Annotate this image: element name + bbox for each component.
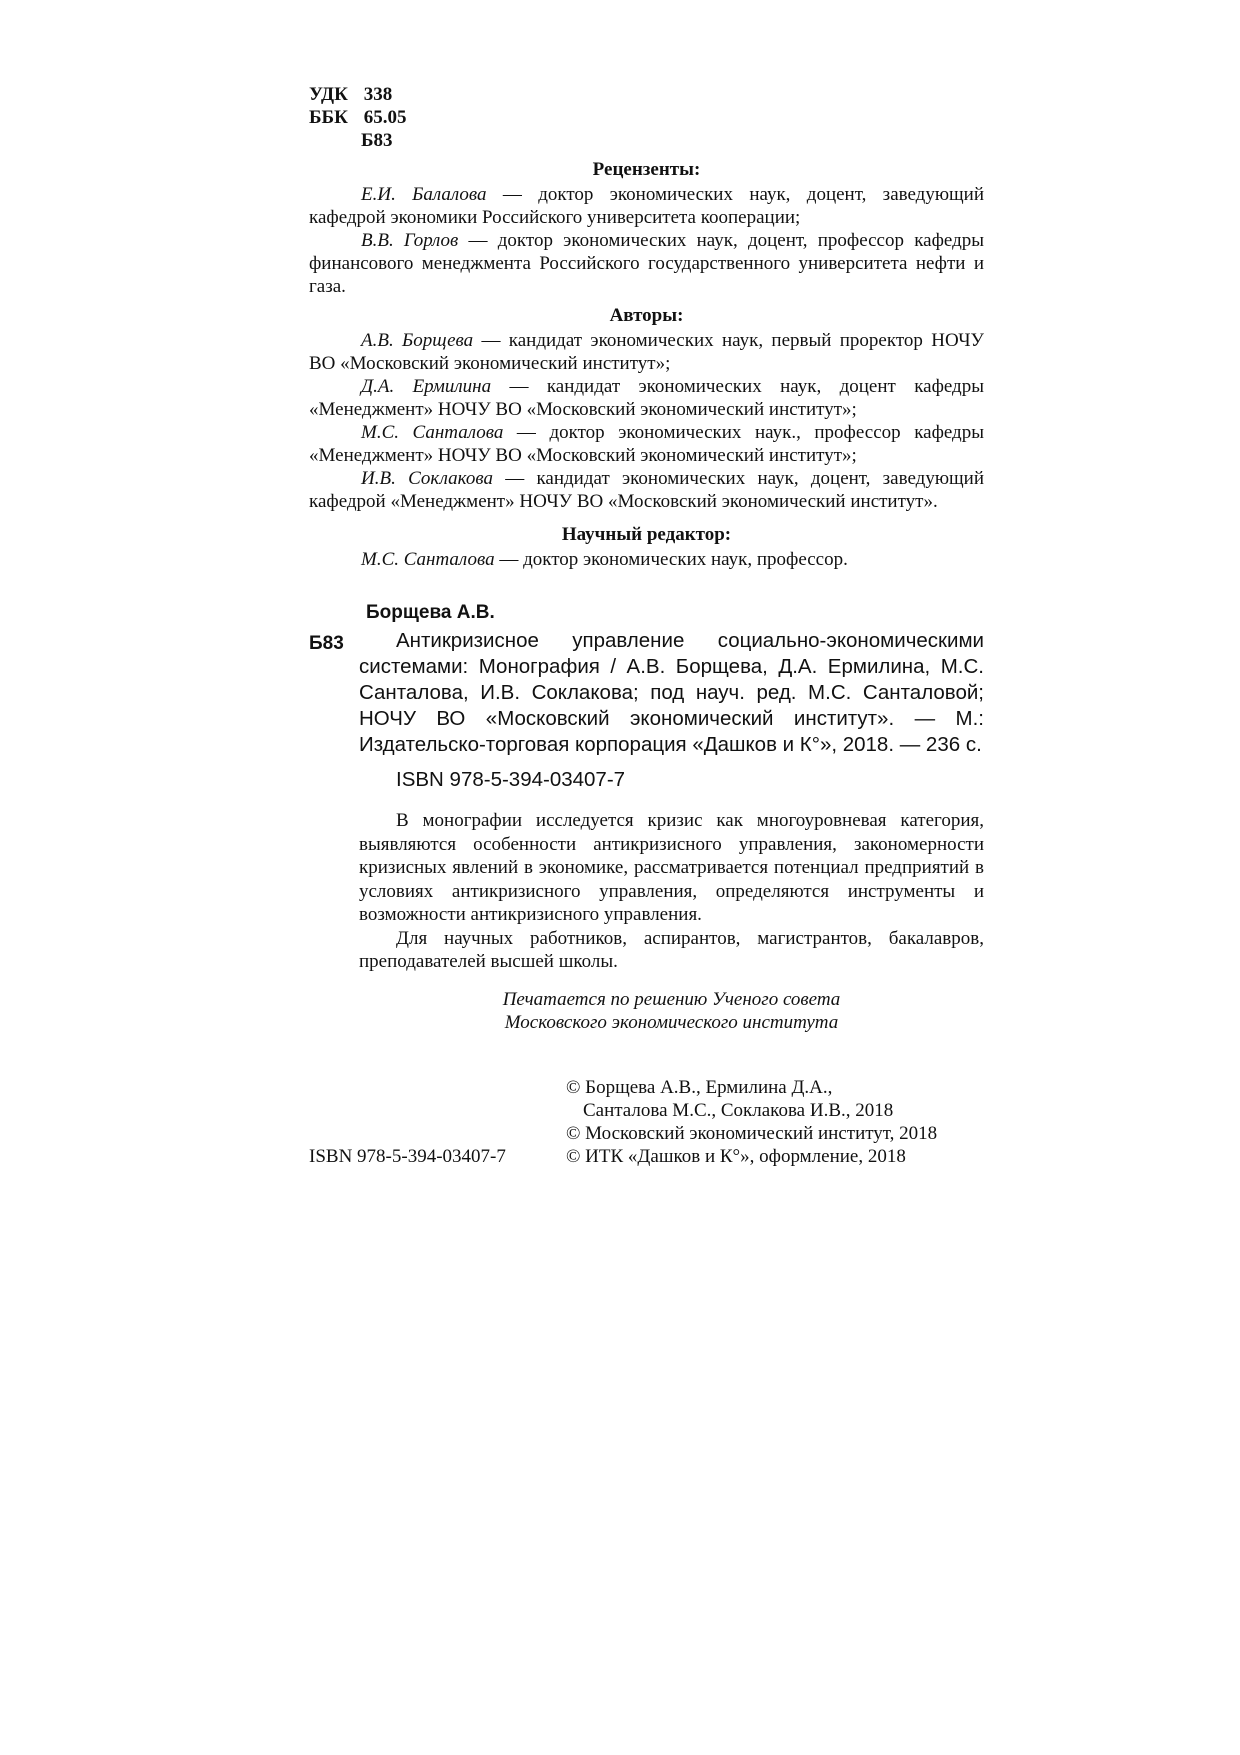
editor-name: М.С. Санталова <box>361 549 495 570</box>
card-description-text: Антикризисное управление социально-экономическими системами: Монография / А.В. Борщева, Д.А. Ермилина, М.С. Санталова, И.В. Соклакова; под науч. ред. М.С. Санталовой; НОЧУ ВО «Московский экономический институт». — М.: Издательско-торговая корпорация «Дашков и К°», 2018. — 236 с. <box>359 629 984 756</box>
author-name: И.В. Соклакова <box>361 468 493 489</box>
card-isbn: ISBN 978-5-394-03407-7 <box>396 768 626 791</box>
reviewer-text: — доктор экономических наук, доцент, заведующий кафедрой экономики Российского университета кооперации; <box>309 184 984 228</box>
copyright-lines <box>566 1076 937 1168</box>
card-description <box>309 628 984 758</box>
udk-value: 338 <box>363 84 393 105</box>
author-entry <box>309 375 984 421</box>
author-entry <box>309 329 984 375</box>
copyright-line: © Московский экономический институт, 2018 <box>566 1122 938 1144</box>
copyright-line: © Борщева А.В., Ермилина Д.А., <box>566 1076 833 1098</box>
author-text: — кандидат экономических наук, доцент кафедры «Менеджмент» НОЧУ ВО «Московский экономический институт»; <box>309 376 984 420</box>
reviewers-heading: Рецензенты: <box>592 159 701 180</box>
catalog-card <box>309 601 984 791</box>
author-text: — кандидат экономических наук, доцент, заведующий кафедрой «Менеджмент» НОЧУ ВО «Московский экономический институт». <box>309 468 984 512</box>
reviewer-name: В.В. Горлов <box>361 230 459 251</box>
editor-entry <box>309 548 984 571</box>
bbk-label: ББК <box>309 107 348 128</box>
author-entry <box>309 467 984 513</box>
copyright-line: Санталова М.С., Соклакова И.В., 2018 <box>583 1099 894 1121</box>
title-verso-page <box>309 83 984 1176</box>
author-name: М.С. Санталова <box>361 422 504 443</box>
author-name: А.В. Борщева <box>361 330 474 351</box>
decision-line: Печатается по решению Ученого совета <box>502 988 841 1010</box>
udk-label: УДК <box>309 84 348 105</box>
publication-decision <box>309 988 984 1034</box>
decision-line: Московского экономического института <box>504 1011 839 1033</box>
annotation-paragraph: В монографии исследуется кризис как многоуровневая категория, выявляются особенности антикризисного управления, закономерности кризисных явлений в экономике, рассматривается потенциал предприятий в условиях антикризисного управления, определяются инструменты и возможности антикризисного управления. <box>359 810 984 925</box>
udk-line <box>309 83 984 106</box>
copyright-line: © ИТК «Дашков и К°», оформление, 2018 <box>566 1145 906 1167</box>
copyright-block <box>309 1076 984 1176</box>
card-code: Б83 <box>309 633 344 654</box>
reviewer-name: Е.И. Балалова <box>361 184 487 205</box>
isbn-bottom: ISBN 978-5-394-03407-7 <box>309 1145 506 1167</box>
author-entry <box>309 421 984 467</box>
annotation <box>309 809 984 974</box>
card-author: Борщева А.В. <box>366 602 495 623</box>
reviewer-text: — доктор экономических наук, доцент, профессор кафедры финансового менеджмента Российского государственного университета нефти и газа. <box>309 230 985 297</box>
author-text: — доктор экономических наук., профессор кафедры «Менеджмент» НОЧУ ВО «Московский экономический институт»; <box>309 422 984 466</box>
bbk-value: 65.05 <box>363 107 407 128</box>
reviewer-entry <box>309 229 984 298</box>
classification-block <box>309 83 984 152</box>
editor-heading: Научный редактор: <box>561 524 732 545</box>
editor-text: — доктор экономических наук, профессор. <box>494 549 848 570</box>
reviewer-entry <box>309 183 984 229</box>
author-text: — кандидат экономических наук, первый проректор НОЧУ ВО «Московский экономический институт»; <box>309 330 984 374</box>
author-mark: Б83 <box>361 130 393 151</box>
annotation-paragraph: Для научных работников, аспирантов, магистрантов, бакалавров, преподавателей высшей школы. <box>359 927 984 972</box>
authors-heading: Авторы: <box>609 305 684 326</box>
bbk-line <box>309 106 984 129</box>
author-name: Д.А. Ермилина <box>361 376 492 397</box>
